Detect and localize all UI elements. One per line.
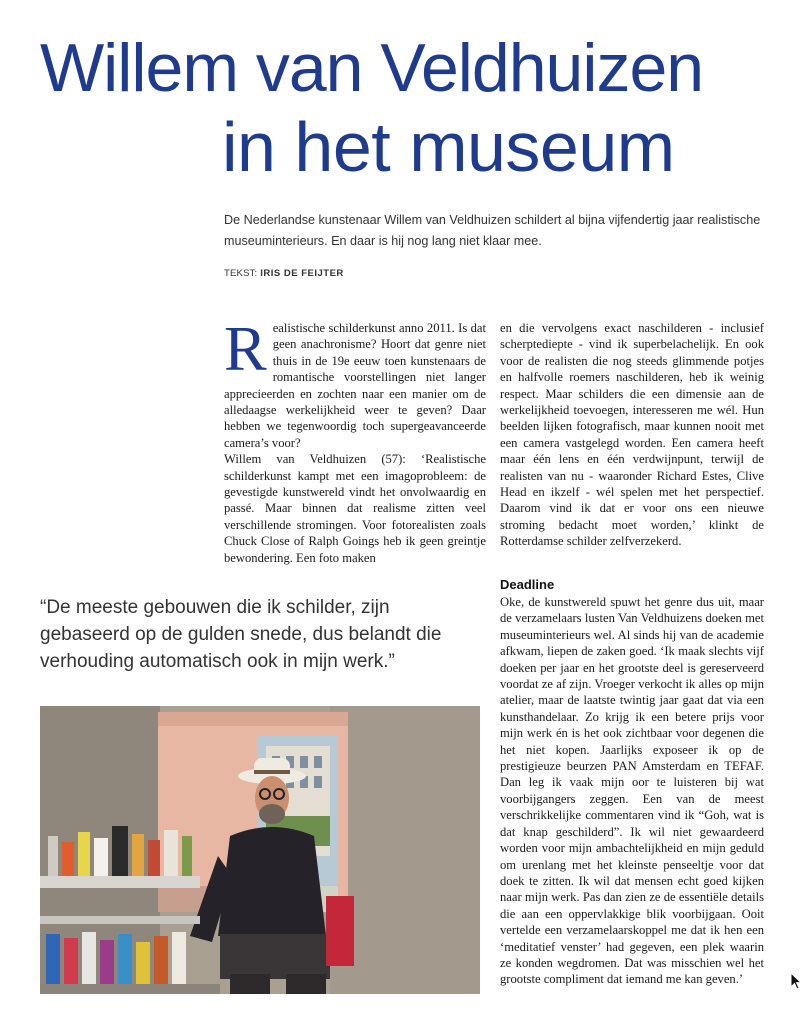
- paragraph: Willem van Veldhuizen (57): ‘Realistische schilderkunst kampt met een imagoprobleem: de gevestigde kunstwereld vindt het onvolwaardig en passé. Maar binnen dat realisme zitten veel verschillende stromingen. Voor fotorealisten zoals Chuck Close of Ralph Goings heb ik geen greintje bewondering. Een foto maken: [224, 452, 486, 565]
- paragraph: en die vervolgens exact naschilderen - inclusief scherptediepte - vind ik superbelachelijk. En ook voor de realisten die nog steeds glimmende potjes en halfvolle roemers naschilderen, heb ik weinig respect. Maar schilders die een dimensie aan de werkelijkheid toevoegen, interesseren me wél. Hun beelden lijken fotografisch, maar kunnen nooit met een camera vastgelegd worden. Een camera heeft maar één lens en één verdwijnpunt, terwijl de realisten van nu - waaronder Richard Estes, Clive Head en ikzelf - wél spelen met het perspectief. Daarom vind ik dat er voor ons een nieuwe stroming bedacht moet worden,’ klinkt de Rotterdamse schilder zelfverzekerd.: [500, 321, 764, 549]
- credit-label: TEKST:: [224, 268, 261, 279]
- paragraph: Oke, de kunstwereld spuwt het genre dus uit, maar de verzamelaars lusten Van Veldhuizens doeken met museuminterieurs wel. Al sinds hij van de academie afkwam, liepen de zaken goed. ‘Ik maak slechts vijf doeken per jaar en het grootste deel is gereserveerd voordat ze af zijn. Vroeger verkocht ik alles op mijn atelier, maar de laatste twintig jaar gaat dat via een kunsthandelaar. Zo krijg ik een betere prijs voor mijn werk én is het ook zichtbaar voor degenen die het niet kopen. Jaarlijks exposeer ik op de prestigieuze beurzen PAN Amsterdam en TEFAF. Dan leg ik vaak mijn oor te luisteren bij wat voorbijgangers zeggen. Een van de meest verschrikkelijke commentaren vind ik “Goh, wat is dat knap geschilderd”. Ik wil niet gewaardeerd worden voor mijn ambachtelijkheid en mijn geduld om urenlang met het kleinste penseeltje voor dat doek te zitten. Ik wil dat mensen echt goed kijken naar mijn werk. Pas dan zien ze de essentiële details die aan een oppervlakkige blik voorbijgaan. Ooit vertelde een verzamelaarskoppel me dat ik hen een ‘meditatief venster’ had gegeven, een plek waarin ze konden wegdromen. Dat was misschien wel het grootste compliment dat iemand me kan geven.’: [500, 595, 764, 987]
- pull-quote: “De meeste gebouwen die ik schilder, zijn gebaseerd op de gulden snede, dus belandt die verhouding automatisch ook in mijn werk.”: [40, 597, 442, 672]
- paragraph: ealistische schilderkunst anno 2011. Is dat geen anachronisme? Hoort dat genre niet thuis in de 19e eeuw toen kunstenaars de romantische voorstellingen niet langer apprecieerden en zochten naar een manier om de alledaagse werkelijkheid weer te geven? Daar hebben we tegenwoordig toch supergeavanceerde camera’s voor?: [224, 321, 486, 450]
- body-column-2: [500, 320, 764, 550]
- article-title-line1: Willem van Veldhuizen: [40, 30, 704, 106]
- artist-photo: [40, 706, 480, 994]
- author-credit: [224, 268, 344, 279]
- article-intro: De Nederlandse kunstenaar Willem van Veldhuizen schildert al bijna vijfendertig jaar realistische museuminterieurs. En daar is hij nog lang niet klaar mee.: [224, 213, 761, 248]
- body-column-3: [500, 576, 764, 988]
- credit-author: IRIS DE FEIJTER: [260, 268, 344, 279]
- mouse-pointer-icon: [790, 972, 802, 995]
- body-column-1: [224, 313, 486, 566]
- article-title-line2: in het museum: [222, 108, 675, 186]
- drop-cap: R: [224, 313, 267, 384]
- section-heading: Deadline: [500, 577, 555, 592]
